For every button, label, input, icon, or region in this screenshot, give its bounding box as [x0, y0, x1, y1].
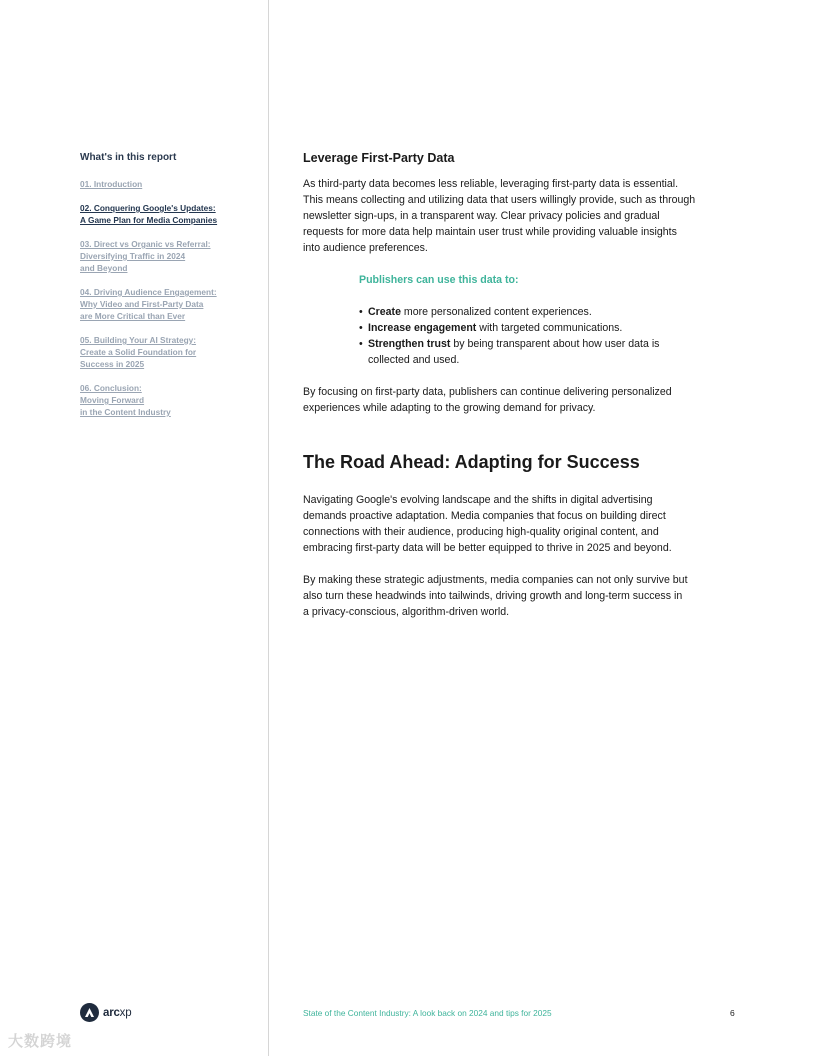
- after-paragraph: By focusing on first-party data, publishers can continue delivering personalized experiences while adapting to the growing demand for privacy.: [303, 386, 672, 414]
- table-of-contents: [80, 151, 260, 430]
- toc-item-conquering-google[interactable]: 02. Conquering Google's Updates: A Game Plan for Media Companies: [80, 203, 218, 225]
- toc-item-conclusion[interactable]: 06. Conclusion: Moving Forward in the Content Industry: [80, 383, 171, 417]
- paragraph-2: By making these strategic adjustments, media companies can not only survive but also turn these headwinds into tailwinds, driving growth and long-term success in a privacy-conscious, algorithm-driven world.: [303, 574, 688, 618]
- footer-caption: State of the Content Industry: A look back on 2024 and tips for 2025: [303, 1008, 552, 1018]
- toc-title: What's in this report: [80, 152, 177, 163]
- arcxp-logo-icon: [80, 1003, 99, 1022]
- list-item: • Increase engagement with targeted communications.: [359, 320, 743, 336]
- page-number: 6: [730, 1008, 735, 1018]
- toc-item-ai-strategy[interactable]: 05. Building Your AI Strategy: Create a Solid Foundation for Success in 2025: [80, 335, 197, 369]
- watermark: 大数跨境: [8, 1033, 73, 1050]
- section-title: Leverage First-Party Data: [303, 151, 455, 165]
- list-item: • Strengthen trust by being transparent about how user data is collected and used.: [359, 336, 743, 368]
- toc-item-engagement[interactable]: 04. Driving Audience Engagement: Why Video and First-Party Data are More Critical than Ever: [80, 287, 217, 321]
- callout-title: Publishers can use this data to:: [359, 274, 519, 286]
- section-heading: The Road Ahead: Adapting for Success: [303, 452, 640, 472]
- main-content: [303, 150, 743, 636]
- column-divider: [268, 0, 269, 1056]
- paragraph-1: Navigating Google's evolving landscape and the shifts in digital advertising demands proactive adaptation. Media companies that focus on building direct connections with their audience, producing high-quality original content, and embracing first-party data will be better equipped to thrive in 2025 and beyond.: [303, 494, 672, 554]
- toc-item-traffic[interactable]: 03. Direct vs Organic vs Referral: Diversifying Traffic in 2024 and Beyond: [80, 239, 211, 273]
- toc-item-introduction[interactable]: 01. Introduction: [80, 179, 143, 189]
- logo-wordmark: arcxp: [103, 1006, 132, 1019]
- arcxp-logo: [80, 1003, 131, 1022]
- bullet-list: [359, 304, 743, 368]
- list-item: • Create more personalized content experiences.: [359, 304, 743, 320]
- intro-paragraph: As third-party data becomes less reliable, leveraging first-party data is essential. This means collecting and utilizing data that users willingly provide, such as through newsletter sign-ups, in a transparent way. Clear privacy policies and gradual requests for more data help maintain user trust while providing valuable insights into audience preferences.: [303, 178, 696, 254]
